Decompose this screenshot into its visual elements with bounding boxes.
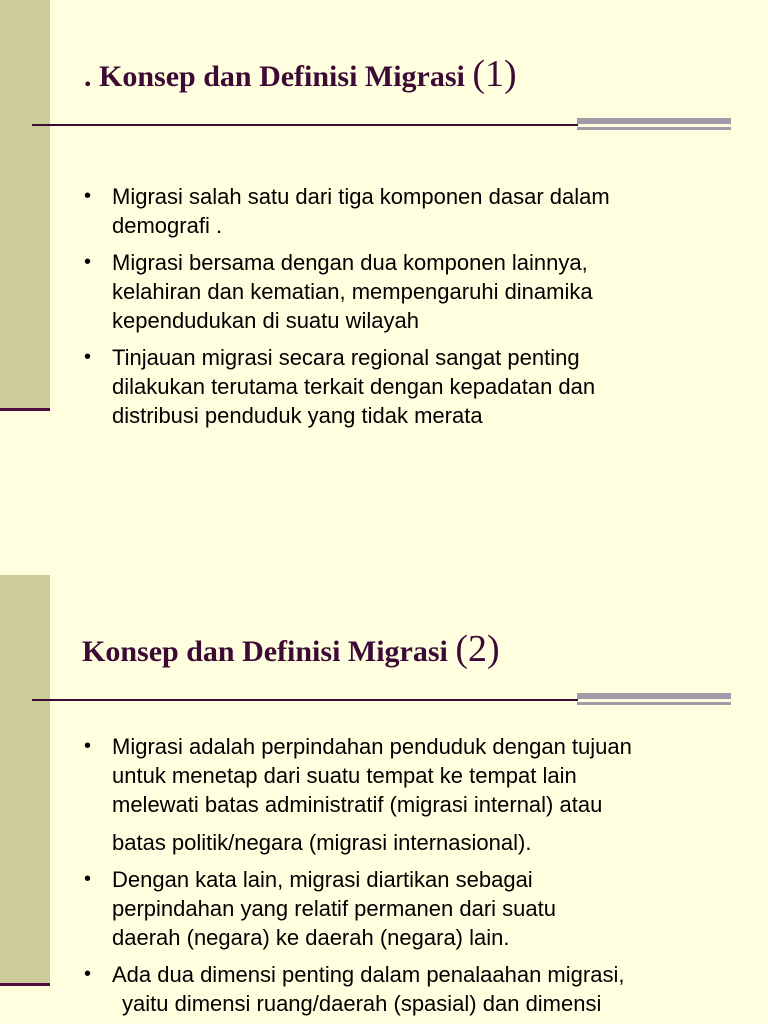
bullet-line: batas politik/negara (migrasi internasional). <box>112 830 532 855</box>
bullet-line: dilakukan terutama terkait dengan kepadatan dan <box>112 374 596 399</box>
slide-number: (2) <box>455 628 500 670</box>
bullet-list <box>84 732 704 1024</box>
bullet-line: daerah (negara) ke daerah (negara) lain. <box>112 925 510 950</box>
bullet-line: • Ada dua dimensi penting dalam penalaahan migrasi, <box>112 962 625 987</box>
sidebar-rule <box>0 983 50 986</box>
slide-title <box>84 52 517 96</box>
slide-number: (1) <box>472 53 517 95</box>
title-divider <box>32 699 578 701</box>
bullet-line: kependudukan di suatu wilayah <box>112 308 420 333</box>
slide-sidebar <box>0 0 50 410</box>
accent-bar-thin <box>577 702 731 705</box>
slide-2 <box>0 575 768 1024</box>
slide-sidebar <box>0 575 50 985</box>
title-divider <box>32 124 578 126</box>
bullet-list <box>84 182 704 438</box>
list-item <box>84 960 704 1018</box>
bullet-line: distribusi penduduk yang tidak merata <box>112 403 483 428</box>
bullet-line: • Migrasi adalah perpindahan penduduk dengan tujuan <box>112 734 632 759</box>
slide-title-text: Konsep dan Definisi Migrasi <box>82 635 448 668</box>
accent-bar <box>577 693 731 699</box>
slide-title <box>82 627 500 671</box>
list-item <box>84 182 704 240</box>
bullet-line: perpindahan yang relatif permanen dari suatu <box>112 896 556 921</box>
bullet-line: melewati batas administratif (migrasi internal) atau <box>112 792 603 817</box>
slide-title-text: . Konsep dan Definisi Migrasi <box>84 60 465 93</box>
accent-bar <box>577 118 731 124</box>
accent-bar-thin <box>577 127 731 130</box>
bullet-line: kelahiran dan kematian, mempengaruhi dinamika <box>112 279 593 304</box>
bullet-line: demografi . <box>112 213 223 238</box>
sidebar-rule <box>0 408 50 411</box>
bullet-line: • Migrasi salah satu dari tiga komponen dasar dalam <box>112 184 610 209</box>
list-item <box>84 732 704 857</box>
bullet-line: • Tinjauan migrasi secara regional sangat penting <box>112 345 580 370</box>
list-item <box>84 865 704 952</box>
bullet-line: • Dengan kata lain, migrasi diartikan sebagai <box>112 867 533 892</box>
list-item <box>84 248 704 335</box>
bullet-line: untuk menetap dari suatu tempat ke tempat lain <box>112 763 577 788</box>
bullet-line: • Migrasi bersama dengan dua komponen lainnya, <box>112 250 588 275</box>
list-item <box>84 343 704 430</box>
bullet-line: yaitu dimensi ruang/daerah (spasial) dan dimensi <box>122 991 602 1016</box>
